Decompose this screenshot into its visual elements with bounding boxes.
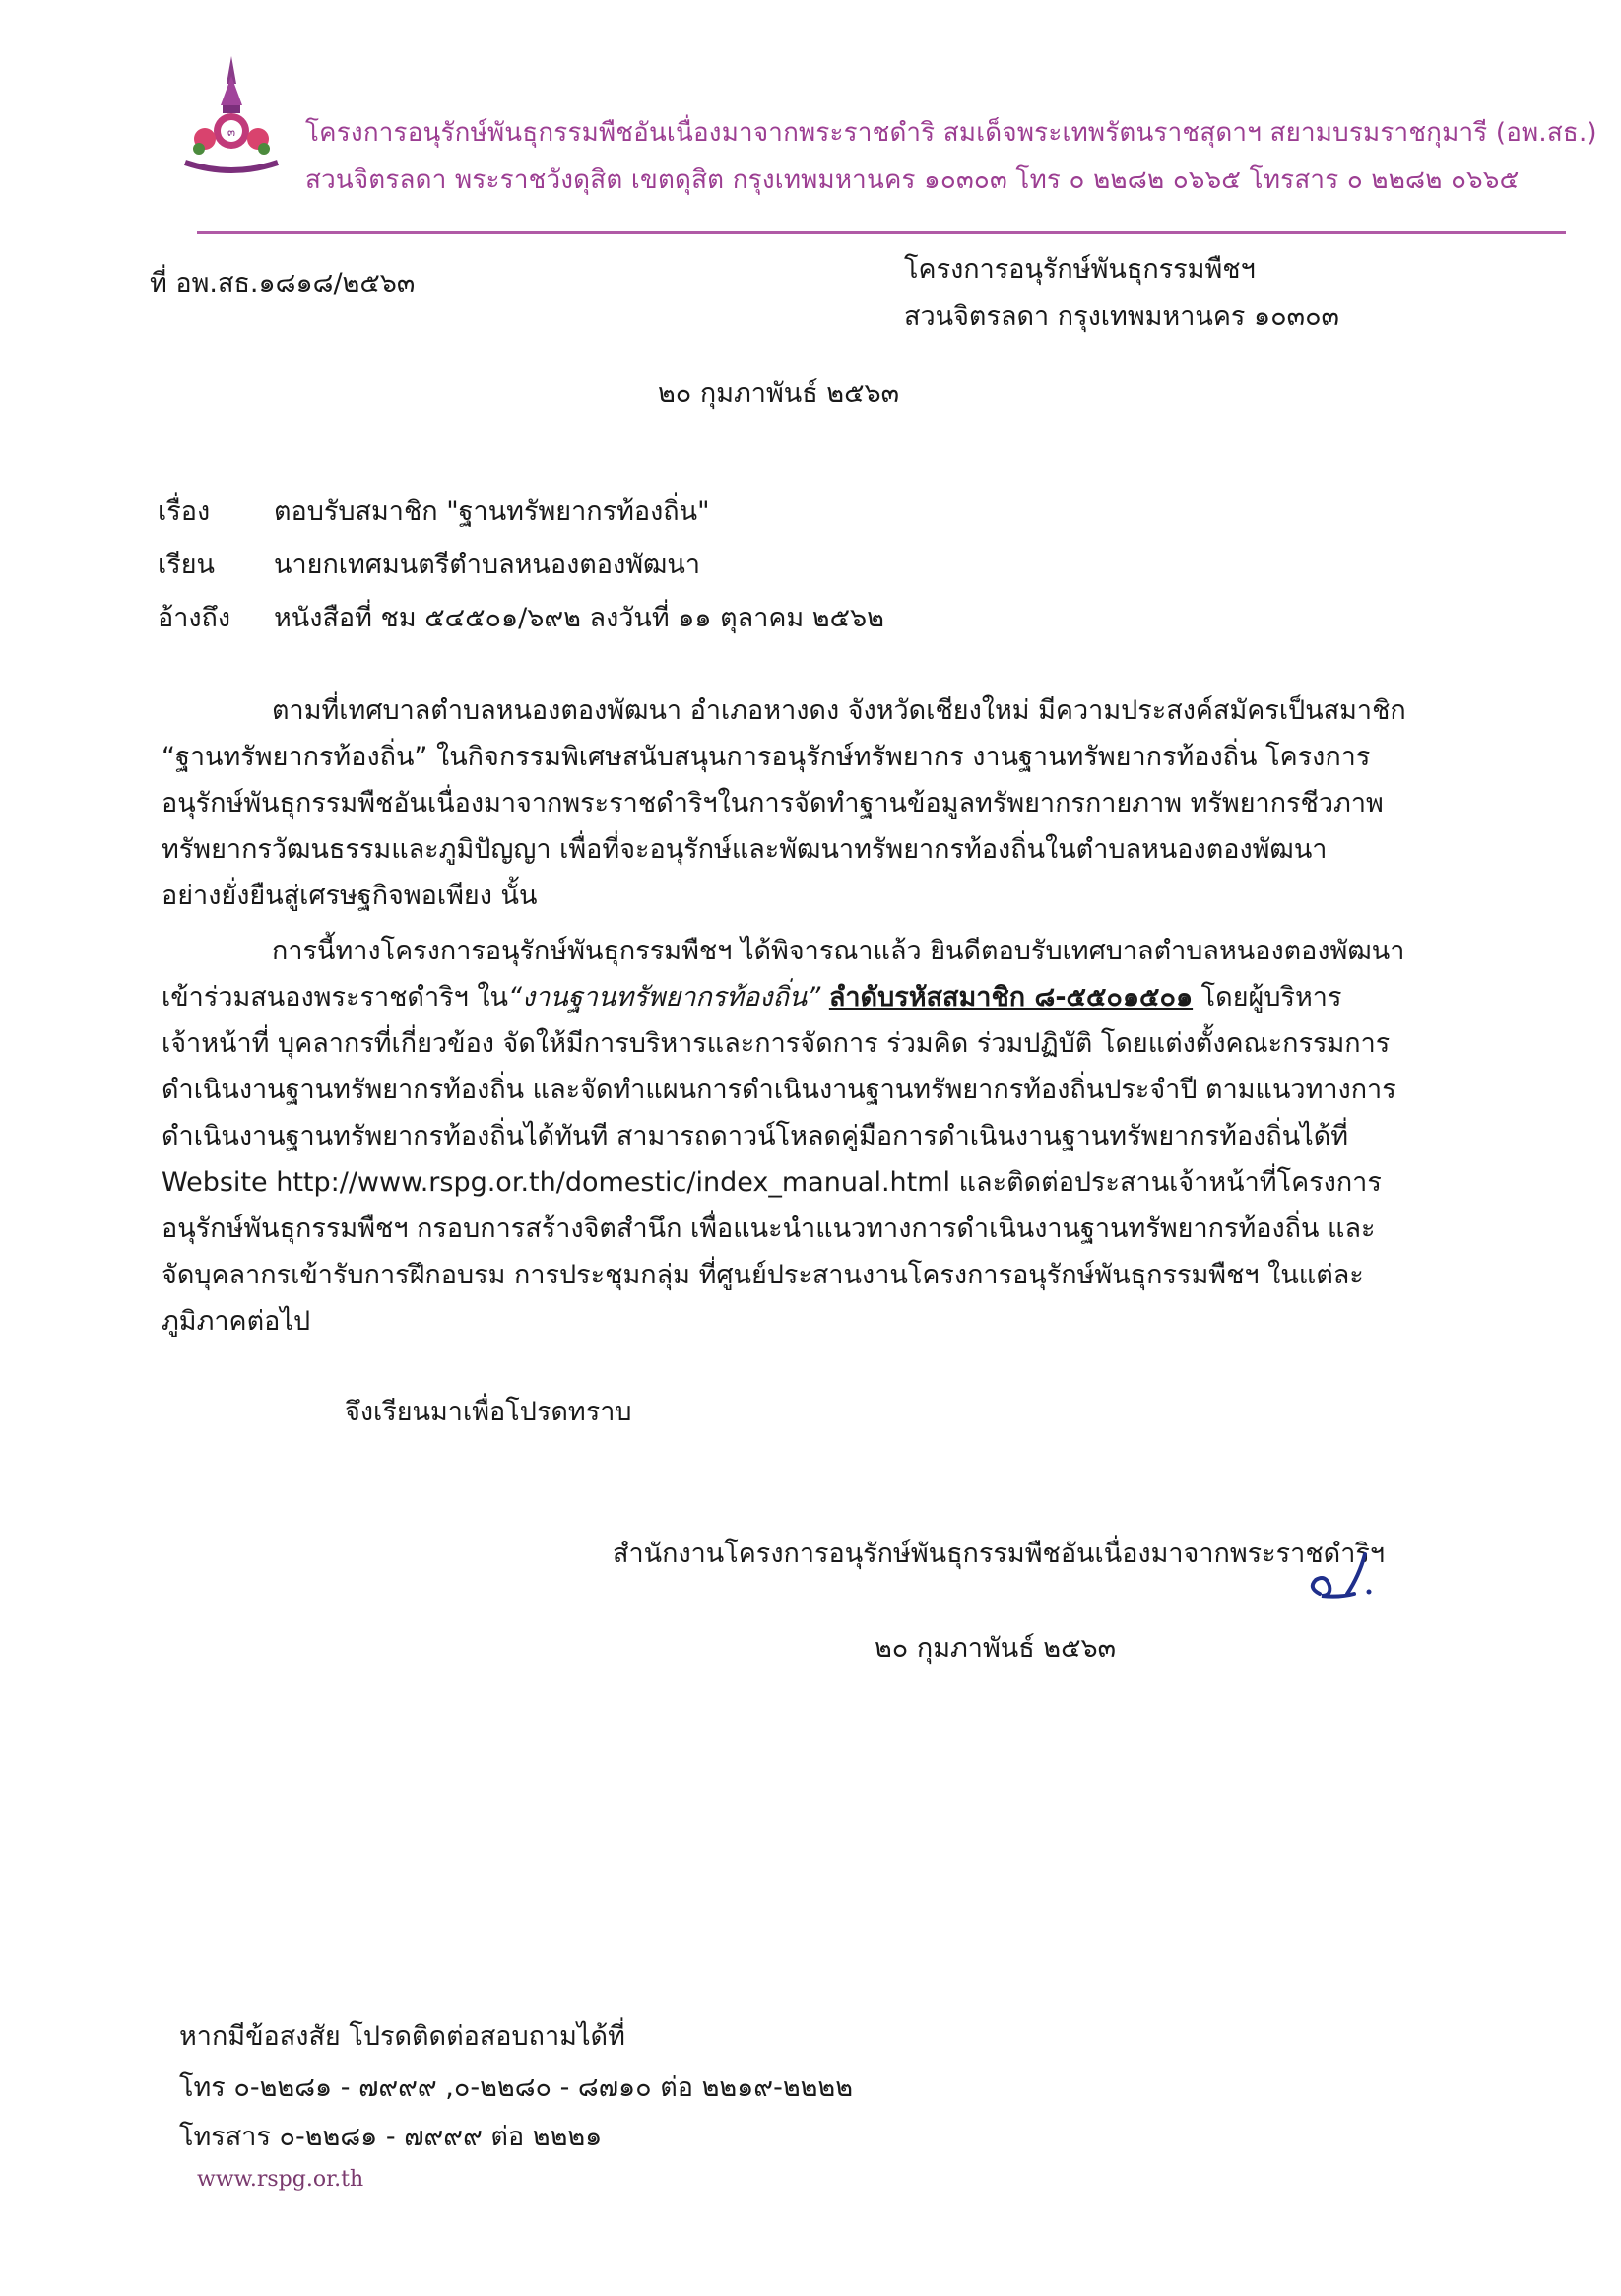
signatory-date: ๒๐ กุมภาพันธ์ ๒๕๖๓ bbox=[875, 1633, 1117, 1664]
program-name-quote: “งานฐานทรัพยากรท้องถิ่น” bbox=[508, 982, 821, 1013]
contact-fax: โทรสาร ๐-๒๒๘๑ - ๗๙๙๙ ต่อ ๒๒๒๑ bbox=[179, 2122, 603, 2152]
recipient-label: เรียน bbox=[158, 550, 216, 580]
paragraph2-line2 bbox=[162, 982, 1402, 1014]
letterhead-divider bbox=[197, 231, 1566, 234]
sender-line1: โครงการอนุรักษ์พันธุกรรมพืชฯ bbox=[904, 254, 1256, 285]
subject-value: ตอบรับสมาชิก "ฐานทรัพยากรท้องถิ่น" bbox=[274, 496, 710, 527]
svg-text:๓: ๓ bbox=[227, 125, 236, 139]
recipient-value: นายกเทศมนตรีตำบลหนองตองพัฒนา bbox=[274, 550, 701, 580]
paragraph2-line4: ดำเนินงานฐานทรัพยากรท้องถิ่น และจัดทำแผนการดำเนินงานฐานทรัพยากรท้องถิ่นประจำปี ตามแนวทางการ bbox=[162, 1075, 1396, 1105]
paragraph2-line1: การนี้ทางโครงการอนุรักษ์พันธุกรรมพืชฯ ได้พิจารณาแล้ว ยินดีตอบรับเทศบาลตำบลหนองตองพัฒนา bbox=[272, 936, 1405, 966]
reference-number: ที่ อพ.สธ.๑๘๑๘/๒๕๖๓ bbox=[150, 268, 416, 298]
closing-line: จึงเรียนมาเพื่อโปรดทราบ bbox=[345, 1397, 632, 1427]
reference-value: หนังสือที่ ชม ๕๔๕๐๑/๖๙๒ ลงวันที่ ๑๑ ตุลาคม ๒๕๖๒ bbox=[274, 603, 884, 633]
paragraph1-line4: ทรัพยากรวัฒนธรรมและภูมิปัญญา เพื่อที่จะอนุรักษ์และพัฒนาทรัพยากรท้องถิ่นในตำบลหนองตองพัฒนา bbox=[162, 834, 1328, 865]
signatory-office: สำนักงานโครงการอนุรักษ์พันธุกรรมพืชอันเนื่องมาจากพระราชดำริฯ bbox=[613, 1539, 1386, 1569]
paragraph1-line3: อนุรักษ์พันธุกรรมพืชอันเนื่องมาจากพระราชดำริฯในการจัดทำฐานข้อมูลทรัพยากรกายภาพ ทรัพยากรชีวภาพ bbox=[162, 788, 1384, 819]
member-code: ลำดับรหัสสมาชิก ๘-๕๕๐๑๕๐๑ bbox=[828, 982, 1194, 1013]
sender-line2: สวนจิตรลดา กรุงเทพมหานคร ๑๐๓๐๓ bbox=[904, 301, 1340, 332]
signature-mark bbox=[1300, 1546, 1389, 1615]
letter-date: ๒๐ กุมภาพันธ์ ๒๕๖๓ bbox=[658, 378, 900, 409]
paragraph2-line6: Website http://www.rspg.or.th/domestic/index_manual.html และติดต่อประสานเจ้าหน้าที่โครงการ bbox=[162, 1167, 1382, 1198]
organization-logo bbox=[177, 54, 286, 182]
contact-phone: โทร ๐-๒๒๘๑ - ๗๙๙๙ ,๐-๒๒๘๐ - ๘๗๑๐ ต่อ ๒๒๑๙-๒๒๒๒ bbox=[179, 2072, 854, 2103]
letterhead-line1: โครงการอนุรักษ์พันธุกรรมพืชอันเนื่องมาจากพระราชดำริ สมเด็จพระเทพรัตนราชสุดาฯ สยามบรมราชกุมารี (อพ.สธ.) bbox=[305, 118, 1597, 148]
paragraph2-line3: เจ้าหน้าที่ บุคลากรที่เกี่ยวข้อง จัดให้มีการบริหารและการจัดการ ร่วมคิด ร่วมปฏิบัติ โดยแต่งตั้งคณะกรรมการ bbox=[162, 1028, 1391, 1059]
paragraph1-line5: อย่างยั่งยืนสู่เศรษฐกิจพอเพียง นั้น bbox=[162, 881, 538, 911]
paragraph2-line7: อนุรักษ์พันธุกรรมพืชฯ กรอบการสร้างจิตสำนึก เพื่อแนะนำแนวทางการดำเนินงานฐานทรัพยากรท้องถิ่น และ bbox=[162, 1214, 1376, 1244]
paragraph2-line9: ภูมิภาคต่อไป bbox=[162, 1306, 311, 1337]
paragraph1-line1: ตามที่เทศบาลตำบลหนองตองพัฒนา อำเภอหางดง จังหวัดเชียงใหม่ มีความประสงค์สมัครเป็นสมาชิก bbox=[272, 695, 1406, 726]
paragraph2-line8: จัดบุคลากรเข้ารับการฝึกอบรม การประชุมกลุ่ม ที่ศูนย์ประสานงานโครงการอนุรักษ์พันธุกรรมพืชฯ ในแต่ละ bbox=[162, 1260, 1364, 1290]
website-link[interactable]: www.rspg.or.th bbox=[197, 2167, 364, 2192]
paragraph1-line2: “ฐานทรัพยากรท้องถิ่น” ในกิจกรรมพิเศษสนับสนุนการอนุรักษ์ทรัพยากร งานฐานทรัพยากรท้องถิ่น โครงการ bbox=[162, 742, 1371, 772]
paragraph2-line5: ดำเนินงานฐานทรัพยากรท้องถิ่นได้ทันที สามารถดาวน์โหลดคู่มือการดำเนินงานฐานทรัพยากรท้องถิ่นได้ที่ bbox=[162, 1121, 1349, 1151]
reference-label: อ้างถึง bbox=[158, 603, 231, 633]
paragraph2-line2-start: เข้าร่วมสนองพระราชดำริฯ ใน bbox=[162, 982, 509, 1013]
subject-label: เรื่อง bbox=[158, 496, 211, 527]
contact-heading: หากมีข้อสงสัย โปรดติดต่อสอบถามได้ที่ bbox=[179, 2021, 625, 2052]
paragraph2-line2-end: โดยผู้บริหาร bbox=[1193, 982, 1342, 1013]
letterhead-line2: สวนจิตรลดา พระราชวังดุสิต เขตดุสิต กรุงเทพมหานคร ๑๐๓๐๓ โทร ๐ ๒๒๘๒ ๐๖๖๕ โทรสาร ๐ ๒๒๘๒ ๐๖๖๕ bbox=[305, 165, 1520, 195]
